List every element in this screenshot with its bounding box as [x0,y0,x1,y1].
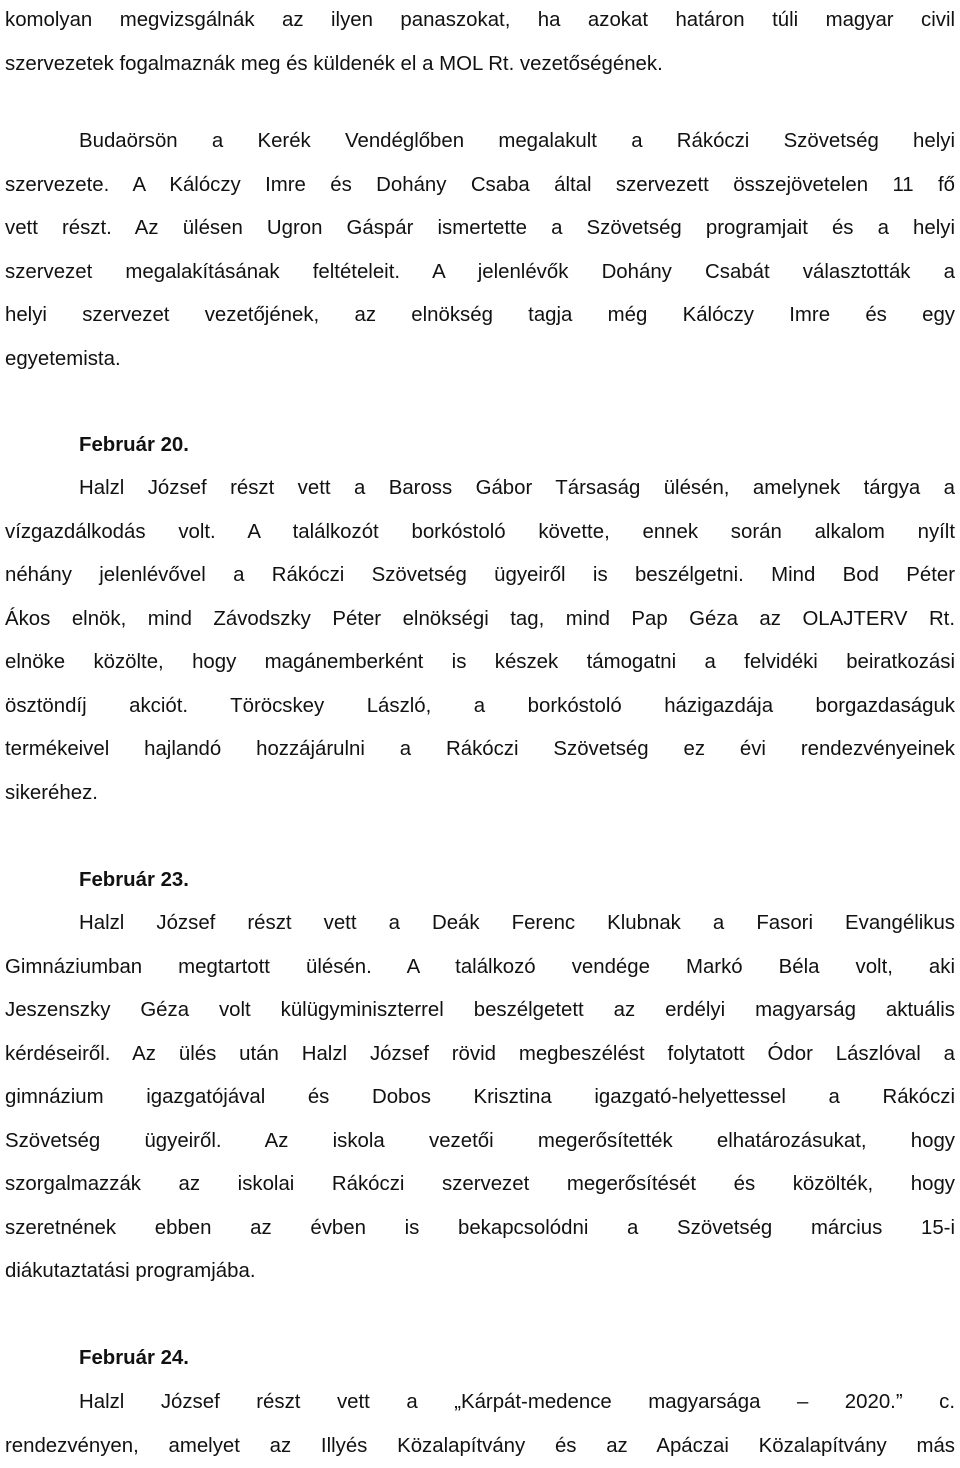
paragraph-line: vízgazdálkodás volt. A találkozót borkóstoló követte, ennek során alkalom nyílt [5,511,955,555]
paragraph-line: szervezete. A Kálóczy Imre és Dohány Csaba által szervezett összejövetelen 11 fő [5,164,955,208]
paragraph-line: Halzl József részt vett a Deák Ferenc Klubnak a Fasori Evangélikus [5,902,955,946]
paragraph [5,1381,955,1468]
paragraph-line: gimnázium igazgatójával és Dobos Krisztina igazgató-helyettessel a Rákóczi [5,1076,955,1120]
paragraph-line: néhány jelenlévővel a Rákóczi Szövetség ügyeiről is beszélgetni. Mind Bod Péter [5,554,955,598]
date-heading-text: Február 23. [5,859,955,903]
paragraph-line: Gimnáziumban megtartott ülésén. A találkozó vendége Markó Béla volt, aki [5,946,955,990]
paragraph-line: sikeréhez. [5,772,955,816]
paragraph-line: szeretnének ebben az évben is bekapcsolódni a Szövetség március 15-i [5,1207,955,1251]
paragraph [5,120,955,381]
paragraph [5,467,955,815]
paragraph-line: rendezvényen, amelyet az Illyés Közalapítvány és az Apáczai Közalapítvány más [5,1425,955,1468]
paragraph [5,902,955,1294]
paragraph-line: egyetemista. [5,338,955,382]
paragraph-line: ösztöndíj akciót. Töröcskey László, a borkóstoló házigazdája borgazdaságuk [5,685,955,729]
paragraph-line: komolyan megvizsgálnák az ilyen panaszokat, ha azokat határon túli magyar civil [5,0,955,43]
paragraph-line: Szövetség ügyeiről. Az iskola vezetői megerősítették elhatározásukat, hogy [5,1120,955,1164]
paragraph-line: szorgalmazzák az iskolai Rákóczi szervezet megerősítését és közölték, hogy [5,1163,955,1207]
paragraph-line: szervezet megalakításának feltételeit. A jelenlévők Dohány Csabát választották a [5,251,955,295]
date-heading-text: Február 24. [5,1337,955,1381]
paragraph-line: Jeszenszky Géza volt külügyminiszterrel beszélgetett az erdélyi magyarság aktuális [5,989,955,1033]
date-heading [5,859,955,903]
paragraph-line: szervezetek fogalmaznák meg és küldenék el a MOL Rt. vezetőségének. [5,43,955,87]
paragraph-line: Halzl József részt vett a Baross Gábor Társaság ülésén, amelynek tárgya a [5,467,955,511]
paragraph-line: termékeivel hajlandó hozzájárulni a Rákóczi Szövetség ez évi rendezvényeinek [5,728,955,772]
paragraph-line: Halzl József részt vett a „Kárpát-medence magyarsága – 2020.” c. [5,1381,955,1425]
paragraph-line: Budaörsön a Kerék Vendéglőben megalakult a Rákóczi Szövetség helyi [5,120,955,164]
paragraph-line: vett részt. Az ülésen Ugron Gáspár ismertette a Szövetség programjait és a helyi [5,207,955,251]
paragraph-line: elnöke közölte, hogy magánemberként is készek támogatni a felvidéki beiratkozási [5,641,955,685]
date-heading [5,1337,955,1381]
date-heading-text: Február 20. [5,424,955,468]
paragraph-line: helyi szervezet vezetőjének, az elnökség tagja még Kálóczy Imre és egy [5,294,955,338]
date-heading [5,424,955,468]
paragraph-line: kérdéseiről. Az ülés után Halzl József rövid megbeszélést folytatott Ódor Lászlóval a [5,1033,955,1077]
paragraph-line: Ákos elnök, mind Závodszky Péter elnökségi tag, mind Pap Géza az OLAJTERV Rt. [5,598,955,642]
paragraph [5,0,955,86]
paragraph-line: diákutaztatási programjába. [5,1250,955,1294]
